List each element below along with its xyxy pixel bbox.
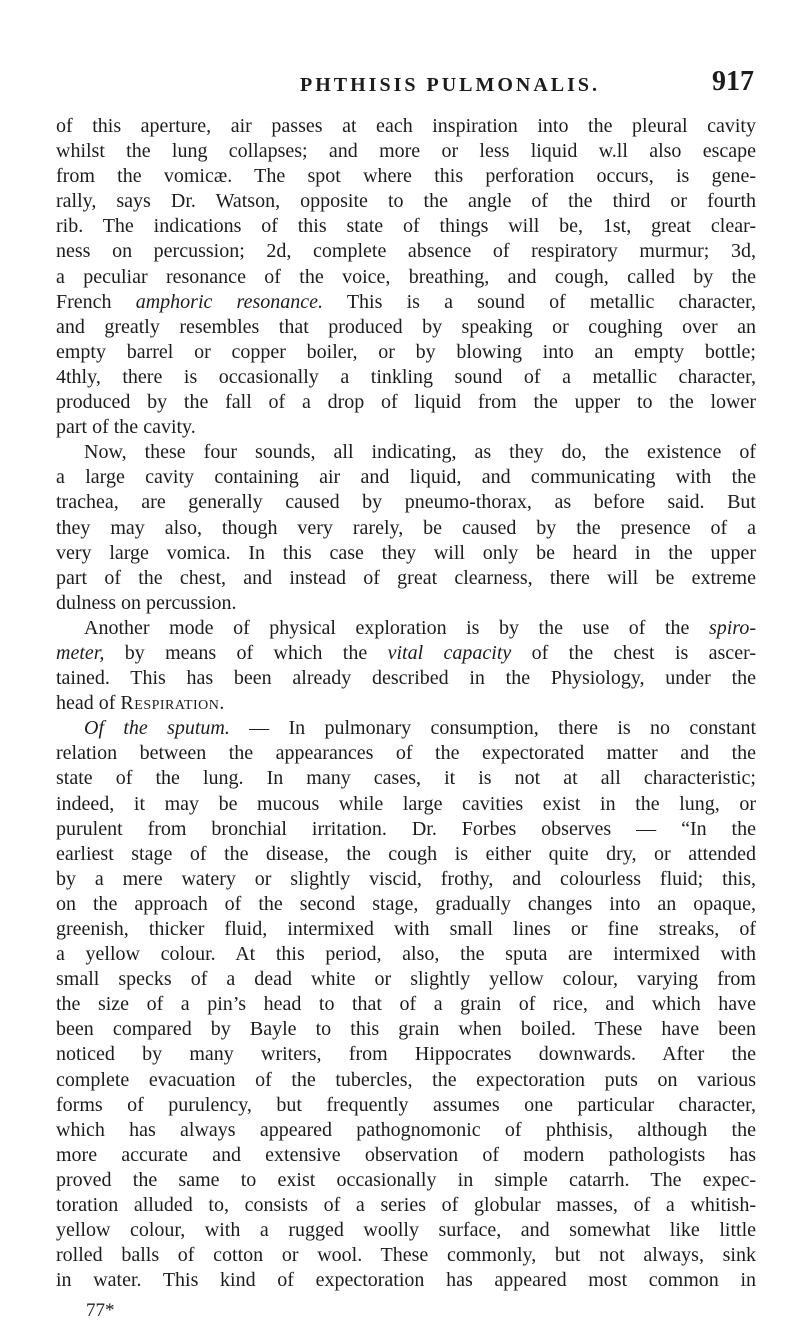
text-line [56, 591, 756, 616]
text-run: a large cavity containing air and liquid, and communicating with the [56, 466, 756, 489]
text-run: rib. The indications of this state of things will be, 1st, great clear- [56, 215, 756, 238]
text-run: more accurate and extensive observation of modern pathologists has [56, 1143, 756, 1166]
text-line [56, 239, 756, 264]
text-run: toration alluded to, consists of a series of globular masses, of a whitish- [56, 1194, 756, 1217]
body-text [56, 114, 756, 1293]
text-line [56, 1243, 756, 1268]
signature-mark: 77* [86, 1300, 115, 1321]
text-run: forms of purulency, but frequently assumes one particular character, [56, 1093, 756, 1116]
text-run: 4thly, there is occasionally a tinkling sound of a metallic character, [56, 365, 756, 388]
italic-text: vital capacity [387, 641, 512, 664]
text-line [56, 1143, 756, 1168]
text-run: produced by the fall of a drop of liquid from the upper to the lower [56, 391, 756, 414]
running-title: PHTHISIS PULMONALIS. [300, 74, 601, 96]
text-line [56, 440, 756, 465]
text-run: state of the lung. In many cases, it is not at all characteristic; [56, 767, 756, 790]
text-run: relation between the appearances of the expectorated matter and the [56, 742, 756, 765]
text-line [56, 892, 756, 917]
text-run: rally, says Dr. Watson, opposite to the angle of the third or fourth [56, 190, 756, 213]
text-line [56, 1218, 756, 1243]
text-line [56, 967, 756, 992]
text-run: part of the cavity. [56, 416, 196, 439]
text-run: part of the chest, and instead of great clearness, there will be extreme [56, 566, 756, 589]
text-run: from the vomicæ. The spot where this perforation occurs, is gene- [56, 165, 756, 188]
text-run: they may also, though very rarely, be caused by the presence of a [56, 516, 756, 539]
text-line [56, 490, 756, 515]
text-line [56, 566, 756, 591]
italic-text: amphoric resonance. [135, 290, 324, 313]
text-line [56, 390, 756, 415]
text-line [56, 1093, 756, 1118]
text-line [56, 290, 756, 315]
text-line [56, 139, 756, 164]
text-run: French [56, 290, 136, 313]
text-line [56, 114, 756, 139]
text-run: earliest stage of the disease, the cough is either quite dry, or attended [56, 842, 756, 865]
text-line [56, 641, 756, 666]
text-run: and greatly resembles that produced by speaking or coughing over an [56, 315, 756, 338]
text-run: noticed by many writers, from Hippocrates downwards. After the [56, 1043, 756, 1066]
text-run: head of [56, 692, 121, 715]
text-run: This is a sound of metallic character, [323, 290, 756, 313]
text-line [56, 792, 756, 817]
text-run: proved the same to exist occasionally in simple catarrh. The expec- [56, 1168, 756, 1191]
text-run: been compared by Bayle to this grain when boiled. These have been [56, 1018, 756, 1041]
text-line [56, 465, 756, 490]
text-line [56, 691, 756, 716]
text-run: on the approach of the second stage, gradually changes into an opaque, [56, 892, 756, 915]
italic-text: spiro- [708, 616, 756, 639]
text-run: whilst the lung collapses; and more or less liquid w.ll also escape [56, 140, 756, 163]
text-line [56, 365, 756, 390]
text-line [56, 716, 756, 741]
text-line [56, 415, 756, 440]
text-run: very large vomica. In this case they will only be heard in the upper [56, 541, 756, 564]
text-run: indeed, it may be mucous while large cavities exist in the lung, or [56, 792, 756, 815]
text-run: in water. This kind of expectoration has appeared most common in [56, 1269, 756, 1292]
text-line [56, 1268, 756, 1293]
text-run: greenish, thicker fluid, intermixed with small lines or fine streaks, of [56, 918, 756, 940]
text-line [56, 992, 756, 1017]
text-line [56, 917, 756, 942]
text-run: Now, these four sounds, all indicating, as they do, the existence of [84, 441, 756, 464]
text-run: tained. This has been already described in the Physiology, under the [56, 667, 756, 690]
text-run: which has always appeared pathognomonic of phthisis, although the [56, 1118, 756, 1141]
text-run: by a mere watery or slightly viscid, frothy, and colourless fluid; this, [56, 867, 756, 890]
text-line [56, 942, 756, 967]
text-run: by means of which the [104, 641, 388, 664]
text-line [56, 189, 756, 214]
text-line [56, 867, 756, 892]
text-line [56, 616, 756, 641]
text-run: Another mode of physical exploration is by the use of the [84, 616, 709, 639]
text-line [56, 842, 756, 867]
text-line [56, 1193, 756, 1218]
text-line [56, 817, 756, 842]
text-run: rolled balls of cotton or wool. These commonly, but not always, sink [56, 1244, 756, 1267]
text-run: empty barrel or copper boiler, or by blowing into an empty bottle; [56, 340, 756, 363]
text-run: the size of a pin’s head to that of a grain of rice, and which have [56, 993, 756, 1016]
text-line [56, 214, 756, 239]
text-line [56, 315, 756, 340]
text-line [56, 1118, 756, 1143]
text-run: small specks of a dead white or slightly yellow colour, varying from [56, 968, 756, 991]
text-line [56, 666, 756, 691]
text-line [56, 541, 756, 566]
text-line [56, 265, 756, 290]
text-run: complete evacuation of the tubercles, the expectoration puts on various [56, 1068, 756, 1091]
text-run: yellow colour, with a rugged woolly surface, and somewhat like little [56, 1219, 756, 1242]
text-line [56, 1042, 756, 1067]
text-line [56, 340, 756, 365]
text-line [56, 1017, 756, 1042]
text-run: a yellow colour. At this period, also, the sputa are intermixed with [56, 943, 756, 966]
small-caps-text: Respiration. [120, 692, 225, 715]
text-run: of this aperture, air passes at each inspiration into the pleural cavity [56, 115, 756, 137]
text-run: of the chest is ascer- [511, 641, 756, 664]
text-run: ness on percussion; 2d, complete absence of respiratory murmur; 3d, [56, 240, 756, 263]
italic-text: Of the sputum. [84, 717, 230, 740]
text-run: trachea, are generally caused by pneumo-thorax, as before said. But [56, 491, 756, 514]
text-line [56, 741, 756, 766]
text-line [56, 766, 756, 791]
text-line [56, 516, 756, 541]
text-line [56, 164, 756, 189]
italic-text: meter, [56, 641, 105, 664]
text-run: dulness on percussion. [56, 591, 237, 614]
text-line [56, 1168, 756, 1193]
text-run: purulent from bronchial irritation. Dr. Forbes observes — “In the [56, 817, 756, 840]
text-run: a peculiar resonance of the voice, breathing, and cough, called by the [56, 265, 756, 288]
text-run: — In pulmonary consumption, there is no constant [229, 717, 756, 740]
page-number: 917 [712, 66, 754, 97]
text-line [56, 1068, 756, 1093]
